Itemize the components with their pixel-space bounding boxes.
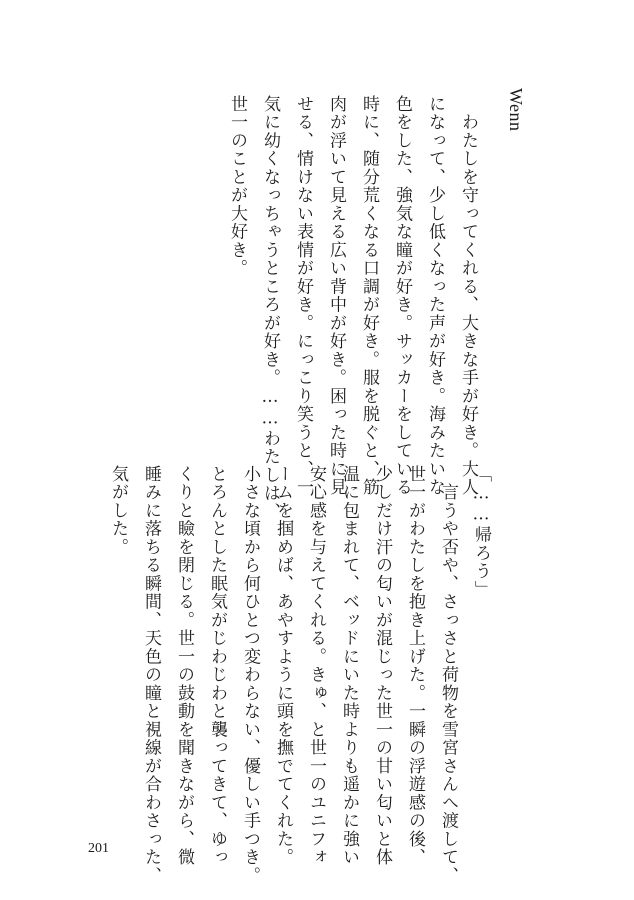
text-line: 安心感を与えてくれる。きゅ、と世一のユニフォ: [306, 465, 326, 867]
text-line: ームを掴めば、あやすように頭を撫でてくれた。: [273, 465, 293, 867]
text-line: 温に包まれて、ベッドにいた時よりも遥かに強い: [339, 465, 359, 867]
text-line: 肉が浮いて見える広い背中が好き。困った時に見: [326, 95, 346, 497]
text-line: せる、情けない表情が好き。にっこり笑うと、一: [293, 95, 313, 497]
text-line: 色をした、強気な瞳が好き。サッカーをしている: [392, 95, 412, 497]
text-line: とろんとした眠気がじわじわと襲ってきて、ゆっ: [207, 465, 227, 867]
paragraph-lower: [108, 465, 497, 885]
text-line: 世一がわたしを抱き上げた。一瞬の浮遊感の後、: [405, 465, 425, 867]
text-line: くりと瞼を閉じる。世一の鼓動を聞きながら、微: [174, 465, 194, 867]
text-line: 睡みに落ちる瞬間、天色の瞳と視線が合わさった、: [141, 465, 161, 885]
page-number: 201: [88, 841, 109, 856]
text-line: になって、少し低くなった声が好き。海みたいな: [425, 95, 445, 497]
paragraph-upper: [154, 95, 484, 521]
section-title: Wenn: [506, 88, 526, 132]
text-line: 世一のことが大好き。: [227, 95, 247, 278]
dialogue-line: 「……帰ろう」: [471, 465, 491, 599]
text-line: 少しだけ汗の匂いが混じった世一の甘い匂いと体: [372, 465, 392, 867]
text-line: 気がした。: [108, 465, 128, 557]
text-line: 時に、随分荒くなる口調が好き。服を脱ぐと、筋: [359, 95, 379, 497]
text-line: 小さな頃から何ひとつ変わらない、優しい手つき。: [240, 465, 260, 885]
text-line: 気に幼くなっちゃうところが好き。……わたしは、: [260, 95, 280, 521]
text-line: 言うや否や、さっさと荷物を雪宮さんへ渡して、: [438, 465, 458, 885]
text-line: わたしを守ってくれる、大きな手が好き。大人: [458, 95, 478, 497]
